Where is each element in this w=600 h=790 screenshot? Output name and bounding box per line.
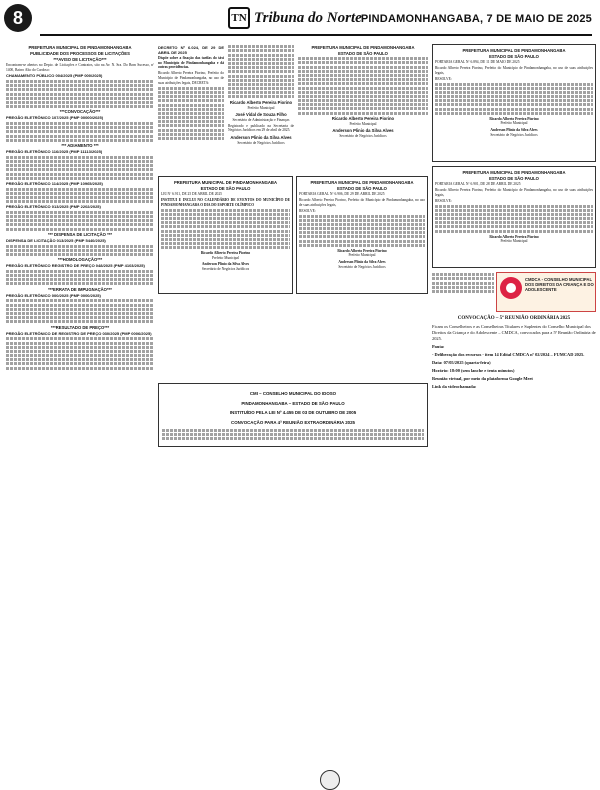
- cmdca-convocacao: [432, 316, 596, 392]
- portaria-signer-role: Prefeito Municipal: [348, 253, 376, 258]
- right2-body: Ricardo Alberto Pereira Piorino, Prefeito do Município de Pindamonhangaba, no uso de suas atribuições legais,: [435, 187, 593, 197]
- portaria-box-title: PREFEITURA MUNICIPAL DE PINDAMONHANGABA: [310, 180, 414, 185]
- decree1-signer-role: Prefeito Municipal: [247, 105, 275, 110]
- cmi-subtitle: PINDAMONHANGABA – ESTADO DE SÃO PAULO: [241, 400, 345, 406]
- right-portaria-box-2: [432, 166, 596, 268]
- col1-sec6-item: PREGÃO ELETRÔNICO 000/2025 (PMP 0000/2025): [6, 292, 101, 298]
- col3-signer-a-role: Prefeito Municipal: [349, 121, 377, 126]
- right2-signer-role: Prefeito Municipal: [500, 239, 528, 244]
- col1-title: PREFEITURA MUNICIPAL DE PINDAMONHANGABA: [28, 45, 132, 50]
- decree1-secretary2: Anderson Plinio da Silva Alves: [230, 134, 292, 140]
- right1-secretary-role: Secretário de Negócios Jurídicos: [490, 132, 538, 137]
- second-decree-column: [298, 44, 428, 172]
- right2-state: ESTADO DE SÃO PAULO: [489, 176, 539, 181]
- law-box-title: PREFEITURA MUNICIPAL DE PINDAMONHANGABA: [174, 180, 277, 185]
- cmi-law-ref: INSTITUÍDO PELA LEI Nº 4.455 DE 03 DE OUTUBRO DE 2005: [229, 410, 357, 416]
- portaria-title: PORTARIA GERAL Nº 6.906, DE 29 DE ABRIL DE 2025: [299, 192, 385, 196]
- cmdca-badge: [496, 272, 596, 312]
- col1-sec4-item: DISPENSA DE LICITAÇÃO 013/2025 (PMP 5440/2025): [6, 237, 106, 243]
- decree1-publication-note: Registrado e publicado na Secretaria de Negócios Jurídicos em 29 de abril de 2025.: [228, 123, 294, 133]
- decree1-summary: Dispõe sobre a fixação das tarifas do táxi no Município de Pindamonhangaba e dá outras providências.: [158, 56, 224, 70]
- header-rule: [40, 34, 592, 36]
- col1-sec1: ***AVISO DE LICITAÇÃO***: [53, 57, 107, 62]
- col1-sec7-item: PREGÃO ELETRÔNICO DE REGISTRO DE PREÇO 030/2025 (PMP 0006/2025): [6, 330, 152, 336]
- decree-continuation-column: [228, 44, 294, 172]
- portaria-box: [296, 176, 428, 294]
- convocacao-hora: Horário: 18:00 (sem lanche e tenta minutos): [432, 368, 515, 373]
- right1-resolve: RESOLVE:: [435, 76, 452, 81]
- right2-portaria-title: PORTARIA GERAL Nº 6.901, DE 28 DE ABRIL DE 2025: [435, 182, 521, 186]
- right1-signer-role: Prefeito Municipal: [500, 121, 528, 126]
- cmdca-logo-icon: [500, 277, 522, 299]
- col3-header-title: PREFEITURA MUNICIPAL DE PINDAMONHANGABA: [311, 45, 415, 50]
- col1-sec3: *** ADIAMENTO ***: [61, 143, 99, 148]
- col1-sec1-intro: Encontram-se abertos no Depto. de Licitações e Contratos, sito na Av. N. Sra. Do Bom Sucesso, nº 1400, Bairro Alto do Cardoso:: [6, 63, 154, 72]
- law-box-state: ESTADO DE SÃO PAULO: [200, 186, 251, 191]
- portaria-body: Ricardo Alberto Pereira Piorino, Prefeito do Município de Pindamonhangaba, no uso de suas atribuições legais,: [299, 197, 425, 207]
- right1-portaria-title: PORTARIA GERAL Nº 6.894, DE 11 DE MAIO DE 2025: [435, 60, 520, 64]
- right-portaria-box-1: [432, 44, 596, 162]
- newspaper-logo: [228, 7, 362, 29]
- col1-sec1-item: CHAMAMENTO PÚBLICO 004/2025 (PMP 000/2025): [6, 73, 103, 79]
- col1-sec4: *** DISPENSA DE LICITAÇÃO ***: [48, 231, 112, 237]
- col1-sec5: ***HOMOLOGAÇÃO***: [57, 257, 103, 263]
- col1-sec3-item-c: PREGÃO ELETRÔNICO 013/2025 (PMP 2202/2025): [6, 204, 101, 210]
- portaria-secretary-role: Secretário de Negócios Jurídicos: [338, 264, 386, 269]
- portaria-resolve: RESOLVE:: [299, 208, 316, 213]
- convocacao-data: Data: 07/05/2025 (quarta-feira): [432, 360, 491, 365]
- convocacao-body: Ficam os Conselheiros e as Conselheiras Titulares e Suplentes do Conselho Municipal dos Direitos da Criança e do Adolescente – CMDCA, convocados para a 5ª Reunião Ordinária de 2025.: [432, 324, 596, 341]
- convocacao-link: Link da videochamada:: [432, 384, 477, 389]
- right2-resolve: RESOLVE:: [435, 198, 452, 203]
- cmdca-contact-text: [432, 272, 494, 312]
- law-signer-role: Prefeito Municipal: [211, 255, 240, 260]
- convocacao-local: Reunião virtual, por meio da plataforma Google Meet: [432, 376, 533, 381]
- right2-title: PREFEITURA MUNICIPAL DE PINDAMONHANGABA: [462, 170, 566, 175]
- cmi-convocacao: CONVOCAÇÃO PARA 4ª REUNIÃO EXTRAORDINÁRIA 2025: [231, 419, 355, 425]
- decree1-body: Ricardo Alberto Pereira Piorino, Prefeito do Município de Pindamonhangaba, no uso de suas atribuições legais, DECRETA:: [158, 71, 224, 85]
- decree-column: [158, 44, 224, 172]
- col3-header-state: ESTADO DE SÃO PAULO: [338, 51, 388, 56]
- convocacao-item1: - Deliberação dos recursos - item 14 Edital CMDCA nº 02/2024 – FUMCAD 2025.: [432, 352, 585, 357]
- decree1-secretary1-role: Secretário de Administração e Finanças: [232, 117, 290, 122]
- col1-sec5-item: PREGÃO ELETRÔNICO REGISTRO DE PREÇO 048/2025 (PMP 4103/2025): [6, 263, 145, 269]
- portaria-box-state: ESTADO DE SÃO PAULO: [337, 186, 387, 191]
- right1-title: PREFEITURA MUNICIPAL DE PINDAMONHANGABA: [462, 48, 566, 53]
- cmdca-badge-text: CMDCA - CONSELHO MUNICIPAL DOS DIREITOS DA CRIANÇA E DO ADOLESCENTE: [525, 277, 594, 292]
- portaria-signer: Ricardo Alberto Pereira Piorino: [337, 248, 387, 253]
- header-date: PINDAMONHANGABA, 7 DE MAIO DE 2025: [360, 13, 592, 25]
- col1-sec3-item-b: PREGÃO ELETRÔNICO 114/2025 (PMP 10965/2025): [6, 180, 103, 186]
- right1-signer: Ricardo Alberto Pereira Piorino: [489, 116, 539, 121]
- right1-state: ESTADO DE SÃO PAULO: [489, 54, 539, 59]
- decree1-secretary2-role: Secretário de Negócios Jurídicos: [237, 140, 285, 145]
- right2-signer: Ricardo Alberto Pereira Piorino: [489, 234, 539, 239]
- convocacao-pauta: Pauta:: [432, 344, 445, 349]
- cmi-title: CMI – CONSELHO MUNICIPAL DO IDOSO: [249, 391, 337, 397]
- law-box: [158, 176, 293, 294]
- page-header: [0, 0, 600, 40]
- decree1-title: DECRETO Nº 6.024, DE 29 DE ABRIL DE 2025: [158, 45, 224, 55]
- law-title: LEI Nº 6.911, DE 25 DE ABRIL DE 2025: [161, 192, 222, 196]
- newspaper-name: Tribuna do Norte: [254, 9, 362, 26]
- decree1-signer: Ricardo Alberto Pereira Piorino: [229, 99, 293, 105]
- portaria-secretary: Anderson Plinio da Silva Alves: [338, 260, 386, 265]
- col3-signer-b: Anderson Plinio da Silva Alves: [332, 127, 394, 133]
- city-crest-icon: [320, 770, 340, 790]
- logo-mark-icon: TN: [228, 7, 250, 29]
- right1-secretary: Anderson Plinio da Silva Alves: [490, 128, 538, 133]
- col3-signer-b-role: Secretário de Negócios Jurídicos: [339, 133, 387, 138]
- law-secretary-role: Secretário de Negócios Jurídicos: [201, 267, 250, 272]
- right1-body: Ricardo Alberto Pereira Piorino, Prefeito do Município de Pindamonhangaba, no uso de suas atribuições legais,: [435, 65, 593, 75]
- col3-signer-a: Ricardo Alberto Pereira Piorino: [331, 115, 395, 121]
- cmi-footer-box: [158, 383, 428, 447]
- col1-sec7: ***RESULTADO DE PREÇO***: [50, 324, 110, 330]
- col1-subtitle: PUBLICIDADE DOS PROCESSOS DE LICITAÇÕES: [30, 51, 130, 56]
- law-summary: INSTITUI E INCLUI NO CALENDÁRIO DE EVENTOS DO MUNICÍPIO DE PINDAMONHANGABA O DIA DO ESPORTE OLÍMPICO: [161, 197, 290, 207]
- decree1-secretary1: José Vidal de Souza Filho: [235, 111, 287, 117]
- law-signer: Ricardo Alberto Pereira Piorino: [200, 251, 251, 256]
- col1-sec2: ***CONVOCAÇÃO***: [59, 109, 101, 115]
- page-number: 8: [4, 4, 32, 32]
- col1-sec2-item: PREGÃO ELETRÔNICO 107/2025 (PMP 00000/2025): [6, 115, 104, 121]
- col1-sec6: ***ERRATA DE IMPUGNAÇÃO***: [48, 286, 112, 292]
- convocacao-title: CONVOCAÇÃO – 5ª REUNIÃO ORDINÁRIA 2025: [457, 316, 571, 321]
- col1-sec3-item-a: PREGÃO ELETRÔNICO 116/2025 (PMP 11113/2025): [6, 149, 103, 154]
- licitacoes-column: [6, 44, 154, 446]
- law-secretary: Anderson Plinio da Silva Alves: [201, 262, 250, 267]
